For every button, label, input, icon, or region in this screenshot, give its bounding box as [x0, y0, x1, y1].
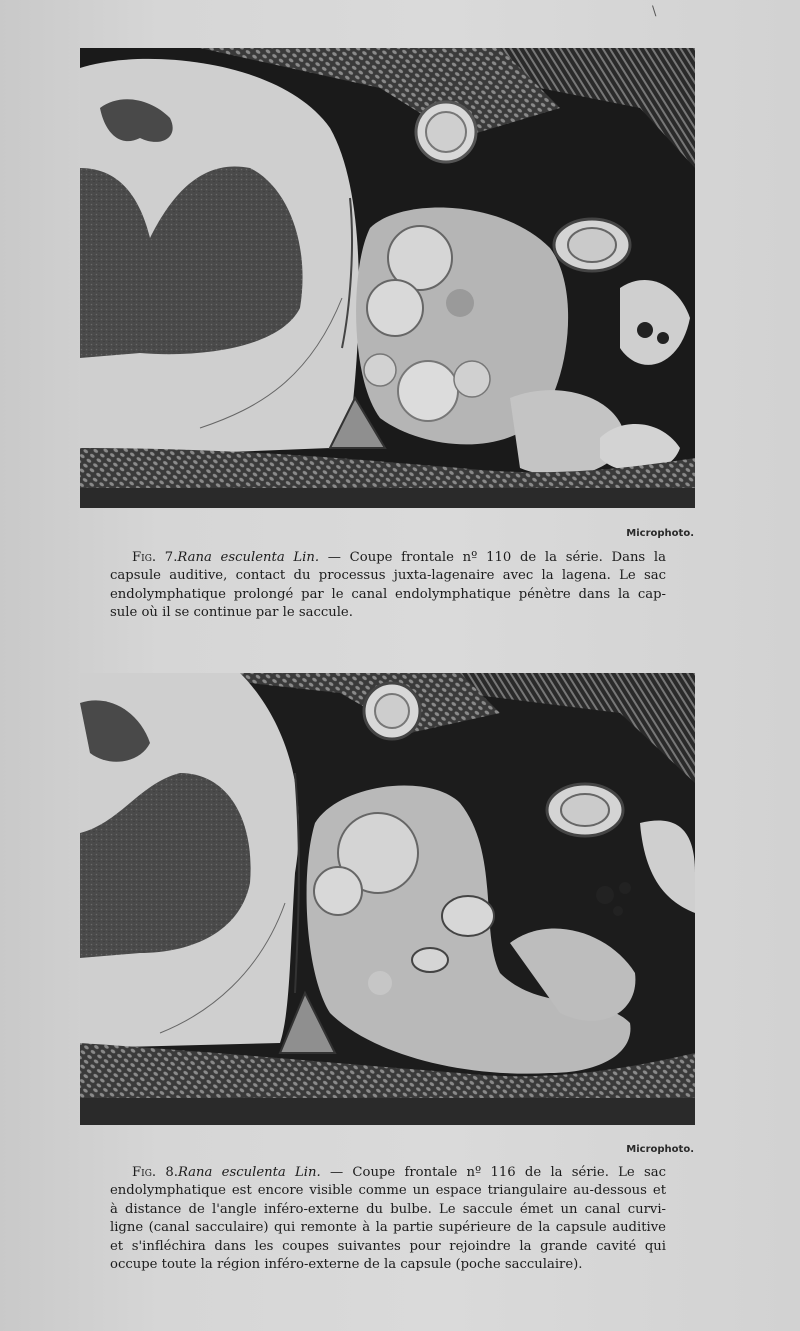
caption-line: capsule auditive, contact du processus juxta-lagenaire avec la lagena. Le sac: [110, 568, 666, 584]
figure-7-caption: [110, 549, 666, 623]
species-name: Rana esculenta Lin.: [177, 550, 320, 565]
micrograph-8-image: [80, 673, 695, 1125]
figure-8-caption: [110, 1164, 666, 1274]
caption-line: sule où il se continue par le saccule.: [110, 605, 353, 621]
figure-7-credit: Microphoto.: [626, 528, 694, 539]
species-name: Rana esculenta Lin.: [177, 1165, 321, 1180]
figure-7-label: Fig. 7.: [132, 550, 178, 565]
micrograph-7-image: [80, 48, 695, 508]
caption-line: endolymphatique prolongé par le canal endolymphatique pénètre dans la cap-: [110, 586, 666, 602]
caption-line: Fig. 8.Rana esculenta Lin. — Coupe frontale nº 116 de la série. Le sac: [132, 1165, 666, 1180]
caption-line: occupe toute la région inféro-externe de la capsule (poche sacculaire).: [110, 1257, 583, 1273]
caption-line: endolymphatique est encore visible comme un espace triangulaire au-dessous et: [110, 1183, 666, 1199]
micrograph-figure-7: [80, 48, 695, 508]
caption-line: à distance de l'angle inféro-externe du bulbe. Le saccule émet un canal curvi-: [110, 1201, 666, 1217]
caption-line: et s'infléchira dans les coupes suivantes pour rejoindre la grande cavité qui: [110, 1238, 666, 1254]
micrograph-figure-8: [80, 673, 695, 1125]
caption-line: Fig. 7.Rana esculenta Lin. — Coupe frontale nº 110 de la série. Dans la: [132, 550, 666, 565]
figure-8-label: Fig. 8.: [132, 1165, 178, 1180]
caption-line: ligne (canal sacculaire) qui remonte à la partie supérieure de la capsule auditive: [110, 1220, 666, 1236]
page-mark: \: [652, 4, 657, 19]
figure-8-credit: Microphoto.: [626, 1144, 694, 1155]
